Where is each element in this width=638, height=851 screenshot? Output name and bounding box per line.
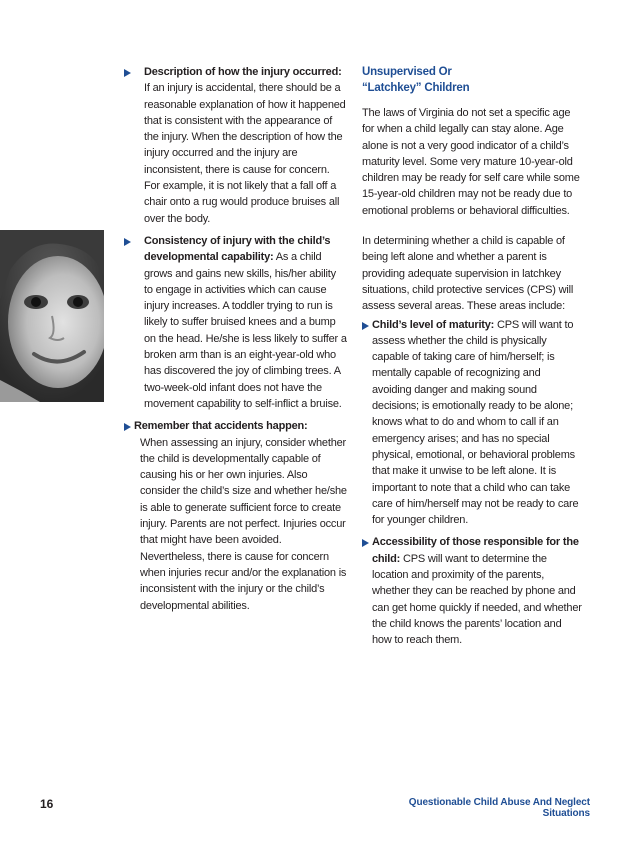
bullet-lead: Remember that accidents happen: [134,420,308,433]
bullet-body: If an injury is accidental, there should be a reasonable explanation of how it happened that is consistent with the appearance of the injury. When the description of how the injury occurred and the injury are inconsistent, there is cause for concern. For example, it is not likely that a fall off a chair onto a rug would produce bruises all over the body. [144,82,346,225]
bullet-body: CPS will want to assess whether the child is physically capable of taking care of him/herself; is mentally capable of recognizing and avoiding danger and making sound decisions; is emotionally ready to be alone; knows what to do and whom to call if an emergency arises; and has no special physical, emotional, or behavioral problems that make it unwise to be left alone. It is important to note that a child who can take care of him/herself may not be ready to care for younger children. [372,318,579,527]
bullet-body: When assessing an injury, consider whether the child is developmentally capable of causing his or her own injuries. Also consider the child’s size and whether he/she is able to generate sufficient force to create injury. Parents are not perfect. Injuries occur that might have been avoided. Nevertheless, there is cause for concern when injuries recur and/or the explanation is inconsistent with the injury or the child’s developmental abilities. [140,436,347,612]
bullet-lead: Description of how the injury occurred: [144,66,342,78]
bullet-accidents-happen [124,418,347,614]
bullet-developmental-consistency [122,233,347,412]
bullet-arrow-icon [124,423,131,431]
page-number: 16 [40,797,54,811]
child-face-image [0,230,104,402]
right-column [362,64,582,653]
left-column [122,64,347,618]
bullet-body: CPS will want to determine the location and proximity of the parents, whether they can be reached by phone and can get home quickly if needed, and whether the child knows the parents’ location and how to reach them. [372,552,582,647]
bullet-lead: Accessibility of those responsible for the child: [372,536,579,565]
bullet-body: As a child grows and gains new skills, his/her ability to engage in activities which can cause injury increases. A toddler trying to run is likely to suffer bruised knees and a bump on the head. He/she is less likely to suffer a broken arm than is an eight-year-old who has discovered the joy of climbing trees. A two-week-old infant does not have the movement capability to self-inflict a bruise. [144,251,347,410]
bullet-maturity [362,317,582,529]
paragraph-cps-assessment: In determining whether a child is capable of being left alone and whether a parent is providing adequate supervision in latchkey situations, child protective services (CPS) will assess several areas. These areas include: [362,235,574,313]
heading-line-2: “Latchkey” Children [362,82,470,94]
bullet-lead: Consistency of injury with the child’s developmental capability: [144,234,331,264]
section-heading [362,64,582,96]
running-footer-title: Questionable Child Abuse And Neglect Situations [408,797,590,819]
bullet-arrow-icon [124,238,131,246]
bullet-arrow-icon [362,322,369,330]
child-photo [0,230,104,402]
paragraph-virginia-law: The laws of Virginia do not set a specific age for when a child legally can stay alone. Age alone is not a very good indicator of a child’s maturity level. Some very mature 10-year-old children may be ready for self care while some 15-year-old children may not be ready due to emotional problems or behavioral difficulties. [362,107,580,217]
bullet-arrow-icon [124,69,131,77]
bullet-accessibility [362,534,582,648]
bullet-lead: Child’s level of maturity: [372,318,495,331]
bullet-arrow-icon [362,539,369,547]
heading-line-1: Unsupervised Or [362,66,452,78]
bullet-injury-description [122,64,347,227]
